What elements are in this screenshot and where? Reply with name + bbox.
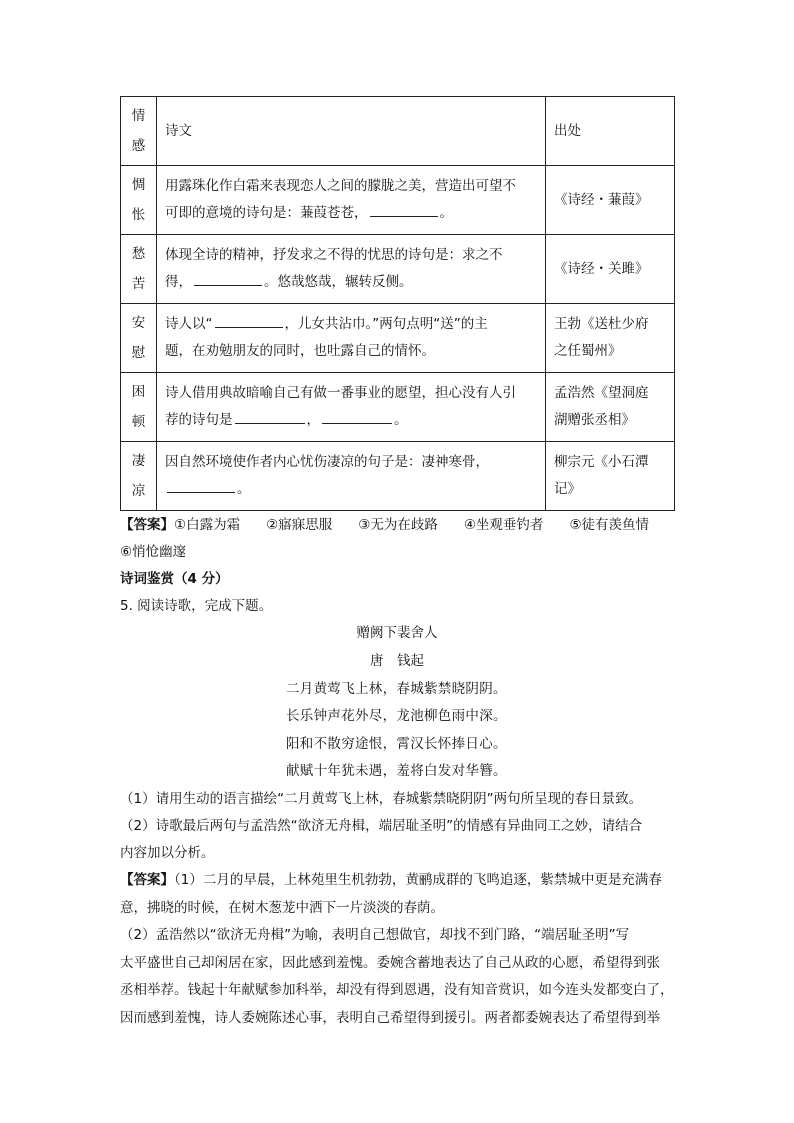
emotion-cell — [121, 442, 157, 511]
poem-text-cell — [157, 442, 546, 511]
cell-line-2-mid: ， — [306, 412, 320, 428]
answer-1-line-2: ⑥悄怆幽邃 — [120, 544, 187, 560]
header-emotion-cell — [121, 97, 157, 166]
source-cell — [546, 304, 675, 373]
section-title: 诗词鉴赏（4 分） — [120, 571, 229, 587]
emotion-char-2: 慰 — [131, 345, 146, 361]
emotion-cell — [121, 235, 157, 304]
cell-line-2: 可即的意境的诗句是：蒹葭苍苍， — [165, 205, 368, 221]
answer-text: （1）二月的早晨，上林苑里生机勃勃，黄鹂成群的飞鸣追逐，紫禁城中更是充满春 — [174, 872, 662, 888]
fill-blank[interactable] — [322, 409, 392, 424]
answer-2-line: 丞相举荐。钱起十年献赋参加科举，却没有得到恩遇，没有知音赏识，如今连头发都变白了， — [120, 982, 674, 998]
header-source-cell: 出处 — [546, 97, 675, 166]
cell-line-2-end: 。 — [237, 481, 251, 497]
poem-line: 献赋十年犹未遇，羞将白发对华簪。 — [286, 763, 507, 779]
table-header-row — [121, 97, 675, 166]
table-row — [121, 373, 675, 442]
answer-label: 【答案】 — [120, 517, 174, 533]
emotion-char-1: 凄 — [131, 453, 146, 469]
answer-item: ②寤寐思服 — [266, 517, 333, 533]
poem-line: 阳和不散穷途恨，霄汉长怀捧日心。 — [286, 736, 507, 752]
cell-line-2-end: 。 — [439, 205, 453, 221]
answer-item: ①白露为霜 — [174, 517, 241, 533]
answer-2-line — [120, 867, 676, 895]
poem-author: 唐 钱起 — [370, 653, 424, 669]
table-row — [121, 442, 675, 511]
source-line-2: 湖赠张丞相》 — [554, 412, 635, 428]
table-row — [121, 304, 675, 373]
answer-2-line: 意，拂晓的时候，在树木葱茏中洒下一片淡淡的春荫。 — [120, 900, 444, 916]
cell-line-1: 用露珠化作白霜来表现恋人之间的朦胧之美，营造出可望不 — [165, 178, 516, 194]
sub-question-1: （1）请用生动的语言描绘“二月黄莺飞上林，春城紫禁晓阴阴”两句所呈现的春日景致。 — [120, 791, 643, 807]
cell-line-2-end: 。 — [394, 412, 408, 428]
cell-line-2: 荐的诗句是 — [165, 412, 233, 428]
emotion-char-1: 安 — [131, 315, 146, 331]
answer-item: ③无为在歧路 — [358, 517, 438, 533]
cell-line-2: 得， — [165, 274, 192, 290]
header-emotion-char-2: 感 — [131, 138, 146, 154]
poem-text-cell — [157, 166, 546, 235]
fill-blank[interactable] — [370, 202, 438, 217]
source-line-1: 柳宗元《小石潭 — [554, 454, 649, 470]
poem-text-cell — [157, 304, 546, 373]
source-line-1: 《诗经・关雎》 — [554, 260, 649, 277]
source-line-1: 王勃《送杜少府 — [554, 316, 649, 332]
answer-label: 【答案】 — [120, 872, 174, 888]
fill-blank[interactable] — [167, 478, 235, 493]
poem-line: 长乐钟声花外尽，龙池柳色雨中深。 — [286, 708, 507, 724]
source-line-1: 《诗经・蒹葭》 — [554, 191, 649, 208]
answer-item: ⑤徒有羡鱼情 — [569, 517, 650, 533]
cell-line-1-start: 诗人以“ — [165, 316, 213, 332]
source-cell — [546, 442, 675, 511]
source-line-1: 孟浩然《望洞庭 — [554, 385, 649, 401]
table-row — [121, 166, 675, 235]
sub-question-2: （2）诗歌最后两句与孟浩然“欲济无舟楫，端居耻圣明”的情感有异曲同工之妙，请结合 — [120, 818, 643, 834]
answer-2-line: 因而感到羞愧，诗人委婉陈述心事，表明自己希望得到援引。两者都委婉表达了希望得到举 — [120, 1010, 660, 1026]
emotion-char-2: 苦 — [131, 276, 146, 292]
poem-text-cell — [157, 235, 546, 304]
poem-line: 二月黄莺飞上林，春城紫禁晓阴阴。 — [286, 681, 507, 697]
poem-text-cell — [157, 373, 546, 442]
fill-blank[interactable] — [194, 271, 262, 286]
emotion-char-1: 愁 — [131, 246, 146, 262]
source-cell — [546, 235, 675, 304]
cell-line-2-end: 。悠哉悠哉，辗转反侧。 — [264, 274, 413, 290]
source-cell — [546, 373, 675, 442]
answer-2-line: （2）孟浩然以“欲济无舟楫”为喻，表明自己想做官，却找不到门路，“端居耻圣明”写 — [120, 927, 630, 943]
source-line-2: 记》 — [554, 481, 581, 497]
source-line-2: 之任蜀州》 — [554, 343, 622, 359]
emotion-char-2: 怅 — [131, 207, 146, 223]
cell-line-1: 诗人借用典故暗喻自己有做一番事业的愿望，担心没有人引 — [165, 385, 516, 401]
answer-item: ④坐观垂钓者 — [463, 517, 544, 533]
cell-line-1: 体现全诗的精神，抒发求之不得的忧思的诗句是：求之不 — [165, 247, 503, 263]
source-cell — [546, 166, 675, 235]
answer-1-line — [120, 512, 676, 539]
emotion-char-2: 凉 — [131, 483, 146, 499]
poem-title: 赠阙下裴舍人 — [356, 625, 438, 641]
fill-blank[interactable] — [235, 409, 305, 424]
table-row — [121, 235, 675, 304]
header-text-cell: 诗文 — [157, 97, 546, 166]
cell-line-1-end: ，儿女共沾巾。”两句点明“送”的主 — [284, 316, 488, 332]
question-prompt: 5. 阅读诗歌，完成下题。 — [120, 598, 273, 614]
fill-blank[interactable] — [215, 313, 283, 328]
emotion-char-2: 顿 — [131, 414, 146, 430]
emotion-char-1: 惆 — [131, 177, 146, 193]
emotion-cell — [121, 304, 157, 373]
emotion-char-1: 困 — [131, 384, 146, 400]
emotion-cell — [121, 373, 157, 442]
cell-line-1: 因自然环境使作者内心忧伤凄凉的句子是：凄神寒骨， — [165, 454, 489, 470]
cell-line-2: 题，在劝勉朋友的同时，也吐露自己的情怀。 — [165, 343, 435, 359]
emotion-cell — [121, 166, 157, 235]
poetry-emotion-table — [120, 96, 675, 511]
header-emotion-char-1: 情 — [131, 108, 146, 124]
answer-2-line: 太平盛世自己却闲居在家，因此感到羞愧。委婉含蓄地表达了自己从政的心愿，希望得到张 — [120, 955, 660, 971]
sub-question-2-cont: 内容加以分析。 — [120, 845, 215, 861]
